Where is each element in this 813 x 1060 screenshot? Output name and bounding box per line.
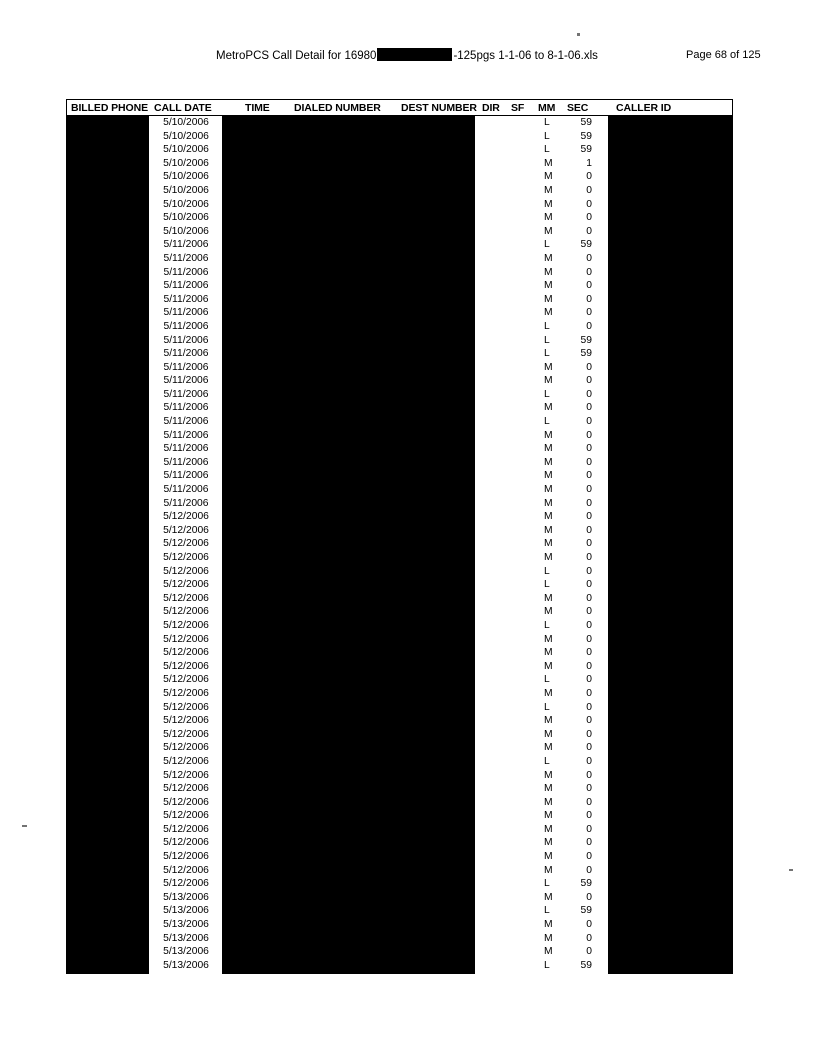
cell-call-date: 5/10/2006 xyxy=(163,130,209,142)
cell-sf: 0 xyxy=(586,701,592,713)
redacted-phone-number xyxy=(377,48,452,61)
column-header-dest-number: DEST NUMBER xyxy=(401,102,477,114)
cell-sf: 59 xyxy=(580,878,592,890)
cell-sf: 0 xyxy=(586,837,592,849)
cell-call-date: 5/12/2006 xyxy=(163,538,209,550)
cell-dir: M xyxy=(544,823,553,835)
cell-call-date: 5/12/2006 xyxy=(163,823,209,835)
cell-call-date: 5/11/2006 xyxy=(163,266,209,278)
redacted-dialed-dest-number-columns xyxy=(222,116,475,974)
cell-dir: L xyxy=(544,619,550,631)
cell-dir: M xyxy=(544,552,553,563)
cell-call-date: 5/12/2006 xyxy=(163,755,209,767)
cell-dir: M xyxy=(544,919,553,931)
cell-dir: M xyxy=(544,293,553,305)
cell-dir: M xyxy=(544,592,553,604)
cell-dir: M xyxy=(544,497,553,509)
cell-call-date: 5/12/2006 xyxy=(163,701,209,713)
cell-call-date: 5/12/2006 xyxy=(163,769,209,781)
cell-dir: L xyxy=(544,320,550,332)
cell-dir: L xyxy=(544,144,550,156)
cell-dir: L xyxy=(544,565,550,577)
cell-dir: M xyxy=(544,361,553,373)
cell-dir: M xyxy=(544,538,553,550)
table-header-row xyxy=(66,99,733,116)
cell-call-date: 5/10/2006 xyxy=(163,225,209,237)
cell-dir: M xyxy=(544,837,553,849)
cell-sf: 0 xyxy=(586,606,592,618)
cell-sf: 0 xyxy=(586,864,592,876)
cell-dir: L xyxy=(544,674,550,686)
cell-sf: 1 xyxy=(586,157,592,169)
cell-dir: M xyxy=(544,728,553,740)
cell-call-date: 5/12/2006 xyxy=(163,647,209,659)
redacted-caller-id-column xyxy=(608,116,733,974)
cell-dir: M xyxy=(544,511,553,523)
cell-call-date: 5/10/2006 xyxy=(163,198,209,210)
cell-dir: L xyxy=(544,905,550,917)
cell-sf: 0 xyxy=(586,402,592,414)
cell-sf: 0 xyxy=(586,388,592,400)
cell-call-date: 5/13/2006 xyxy=(163,932,209,944)
cell-dir: M xyxy=(544,687,553,699)
cell-sf: 0 xyxy=(586,171,592,183)
cell-call-date: 5/12/2006 xyxy=(163,837,209,849)
cell-call-date: 5/11/2006 xyxy=(163,293,209,305)
cell-sf: 0 xyxy=(586,810,592,822)
cell-sf: 0 xyxy=(586,184,592,196)
cell-sf: 0 xyxy=(586,293,592,305)
cell-dir: M xyxy=(544,606,553,618)
report-title xyxy=(216,48,598,62)
cell-call-date: 5/11/2006 xyxy=(163,307,209,319)
cell-call-date: 5/11/2006 xyxy=(163,470,209,482)
cell-call-date: 5/10/2006 xyxy=(163,144,209,156)
cell-sf: 59 xyxy=(580,905,592,917)
cell-call-date: 5/12/2006 xyxy=(163,606,209,618)
cell-dir: M xyxy=(544,225,553,237)
cell-call-date: 5/13/2006 xyxy=(163,919,209,931)
column-header-caller-id: CALLER ID xyxy=(616,102,672,114)
cell-dir: L xyxy=(544,334,550,346)
cell-call-date: 5/11/2006 xyxy=(163,497,209,509)
column-header-dir: DIR xyxy=(482,102,500,114)
cell-dir: M xyxy=(544,864,553,876)
cell-sf: 0 xyxy=(586,674,592,686)
cell-call-date: 5/12/2006 xyxy=(163,592,209,604)
cell-dir: M xyxy=(544,171,553,183)
cell-dir: M xyxy=(544,796,553,808)
cell-dir: M xyxy=(544,932,553,944)
cell-dir: M xyxy=(544,891,553,903)
cell-call-date: 5/12/2006 xyxy=(163,742,209,754)
cell-dir: M xyxy=(544,443,553,455)
cell-call-date: 5/10/2006 xyxy=(163,212,209,224)
cell-call-date: 5/11/2006 xyxy=(163,443,209,455)
cell-dir: M xyxy=(544,184,553,196)
cell-dir: M xyxy=(544,456,553,468)
cell-sf: 0 xyxy=(586,742,592,754)
cell-call-date: 5/12/2006 xyxy=(163,864,209,876)
cell-sf: 0 xyxy=(586,932,592,944)
cell-dir: L xyxy=(544,959,550,971)
cell-call-date: 5/11/2006 xyxy=(163,429,209,441)
cell-call-date: 5/10/2006 xyxy=(163,184,209,196)
cell-sf: 0 xyxy=(586,823,592,835)
cell-call-date: 5/12/2006 xyxy=(163,674,209,686)
cell-call-date: 5/11/2006 xyxy=(163,402,209,414)
cell-dir: L xyxy=(544,388,550,400)
cell-call-date: 5/11/2006 xyxy=(163,280,209,292)
scan-speck xyxy=(577,33,580,36)
cell-call-date: 5/10/2006 xyxy=(163,157,209,169)
page-number: Page 68 of 125 xyxy=(686,49,761,61)
cell-sf: 0 xyxy=(586,497,592,509)
cell-dir: L xyxy=(544,755,550,767)
cell-dir: M xyxy=(544,252,553,264)
cell-sf: 0 xyxy=(586,891,592,903)
column-header-time: TIME xyxy=(245,102,270,114)
cell-sf: 0 xyxy=(586,266,592,278)
cell-sf: 0 xyxy=(586,252,592,264)
report-title-suffix: -125pgs 1-1-06 to 8-1-06.xls xyxy=(453,50,598,62)
cell-call-date: 5/11/2006 xyxy=(163,484,209,496)
cell-dir: L xyxy=(544,117,550,128)
cell-call-date: 5/12/2006 xyxy=(163,619,209,631)
cell-call-date: 5/12/2006 xyxy=(163,633,209,645)
cell-dir: L xyxy=(544,239,550,251)
cell-sf: 0 xyxy=(586,375,592,387)
cell-sf: 0 xyxy=(586,783,592,795)
cell-call-date: 5/11/2006 xyxy=(163,252,209,264)
cell-call-date: 5/13/2006 xyxy=(163,891,209,903)
cell-dir: M xyxy=(544,647,553,659)
cell-sf: 0 xyxy=(586,280,592,292)
cell-sf: 0 xyxy=(586,524,592,536)
cell-call-date: 5/13/2006 xyxy=(163,959,209,971)
cell-sf: 59 xyxy=(580,334,592,346)
cell-call-date: 5/11/2006 xyxy=(163,334,209,346)
cell-call-date: 5/11/2006 xyxy=(163,456,209,468)
cell-sf: 0 xyxy=(586,429,592,441)
cell-sf: 0 xyxy=(586,511,592,523)
cell-sf: 59 xyxy=(580,959,592,971)
cell-call-date: 5/11/2006 xyxy=(163,348,209,360)
cell-call-date: 5/11/2006 xyxy=(163,361,209,373)
cell-call-date: 5/11/2006 xyxy=(163,239,209,251)
cell-sf: 0 xyxy=(586,633,592,645)
cell-sf: 0 xyxy=(586,416,592,428)
cell-sf: 59 xyxy=(580,348,592,360)
cell-sf: 0 xyxy=(586,687,592,699)
cell-sf: 0 xyxy=(586,470,592,482)
cell-call-date: 5/10/2006 xyxy=(163,117,209,128)
cell-sf: 0 xyxy=(586,946,592,958)
cell-dir: M xyxy=(544,660,553,672)
cell-sf: 0 xyxy=(586,552,592,563)
column-header-mm: MM xyxy=(538,102,556,114)
cell-sf: 0 xyxy=(586,919,592,931)
scan-speck xyxy=(789,869,793,871)
column-header-call-date: CALL DATE xyxy=(154,102,212,114)
cell-call-date: 5/12/2006 xyxy=(163,579,209,591)
cell-sf: 0 xyxy=(586,361,592,373)
cell-dir: M xyxy=(544,851,553,863)
cell-sf: 0 xyxy=(586,565,592,577)
cell-dir: M xyxy=(544,266,553,278)
cell-dir: M xyxy=(544,198,553,210)
cell-call-date: 5/12/2006 xyxy=(163,511,209,523)
cell-sf: 59 xyxy=(580,144,592,156)
cell-dir: M xyxy=(544,280,553,292)
cell-call-date: 5/11/2006 xyxy=(163,375,209,387)
cell-dir: M xyxy=(544,524,553,536)
cell-dir: M xyxy=(544,307,553,319)
cell-call-date: 5/12/2006 xyxy=(163,687,209,699)
cell-dir: L xyxy=(544,130,550,142)
cell-dir: M xyxy=(544,212,553,224)
column-header-sf: SF xyxy=(511,102,525,114)
cell-dir: L xyxy=(544,878,550,890)
cell-dir: M xyxy=(544,470,553,482)
column-header-sec: SEC xyxy=(567,102,589,114)
cell-call-date: 5/11/2006 xyxy=(163,320,209,332)
cell-sf: 0 xyxy=(586,660,592,672)
cell-dir: M xyxy=(544,783,553,795)
cell-dir: M xyxy=(544,157,553,169)
cell-sf: 0 xyxy=(586,443,592,455)
cell-dir: L xyxy=(544,348,550,360)
cell-dir: M xyxy=(544,484,553,496)
cell-dir: M xyxy=(544,375,553,387)
cell-call-date: 5/12/2006 xyxy=(163,878,209,890)
report-title-prefix: MetroPCS Call Detail for 16980 xyxy=(216,50,377,62)
cell-sf: 0 xyxy=(586,755,592,767)
cell-dir: M xyxy=(544,946,553,958)
cell-call-date: 5/12/2006 xyxy=(163,810,209,822)
cell-call-date: 5/12/2006 xyxy=(163,783,209,795)
cell-dir: M xyxy=(544,769,553,781)
cell-sf: 59 xyxy=(580,117,592,128)
cell-dir: M xyxy=(544,429,553,441)
cell-call-date: 5/12/2006 xyxy=(163,565,209,577)
cell-sf: 0 xyxy=(586,619,592,631)
cell-sf: 0 xyxy=(586,307,592,319)
cell-sf: 0 xyxy=(586,198,592,210)
cell-dir: M xyxy=(544,810,553,822)
cell-call-date: 5/11/2006 xyxy=(163,416,209,428)
cell-sf: 0 xyxy=(586,769,592,781)
cell-call-date: 5/12/2006 xyxy=(163,796,209,808)
cell-sf: 0 xyxy=(586,851,592,863)
column-header-dialed-number: DIALED NUMBER xyxy=(294,102,381,114)
cell-sf: 0 xyxy=(586,225,592,237)
cell-dir: M xyxy=(544,742,553,754)
cell-call-date: 5/12/2006 xyxy=(163,660,209,672)
cell-call-date: 5/10/2006 xyxy=(163,171,209,183)
cell-call-date: 5/13/2006 xyxy=(163,905,209,917)
cell-sf: 0 xyxy=(586,796,592,808)
cell-dir: L xyxy=(544,416,550,428)
redacted-billed-phone-column xyxy=(66,116,149,974)
cell-sf: 0 xyxy=(586,728,592,740)
cell-sf: 59 xyxy=(580,130,592,142)
scan-speck xyxy=(22,825,27,827)
cell-dir: M xyxy=(544,715,553,727)
cell-call-date: 5/12/2006 xyxy=(163,552,209,563)
cell-sf: 0 xyxy=(586,647,592,659)
document-header xyxy=(0,48,813,72)
cell-call-date: 5/11/2006 xyxy=(163,388,209,400)
cell-sf: 0 xyxy=(586,579,592,591)
cell-sf: 0 xyxy=(586,484,592,496)
cell-sf: 0 xyxy=(586,456,592,468)
cell-sf: 0 xyxy=(586,212,592,224)
cell-call-date: 5/12/2006 xyxy=(163,728,209,740)
cell-sf: 59 xyxy=(580,239,592,251)
cell-dir: L xyxy=(544,579,550,591)
cell-dir: M xyxy=(544,402,553,414)
cell-call-date: 5/12/2006 xyxy=(163,715,209,727)
cell-call-date: 5/13/2006 xyxy=(163,946,209,958)
cell-sf: 0 xyxy=(586,592,592,604)
cell-sf: 0 xyxy=(586,715,592,727)
cell-call-date: 5/12/2006 xyxy=(163,851,209,863)
column-header-billed-phone: BILLED PHONE xyxy=(71,102,148,114)
cell-call-date: 5/12/2006 xyxy=(163,524,209,536)
cell-sf: 0 xyxy=(586,538,592,550)
cell-dir: M xyxy=(544,633,553,645)
cell-dir: L xyxy=(544,701,550,713)
cell-sf: 0 xyxy=(586,320,592,332)
